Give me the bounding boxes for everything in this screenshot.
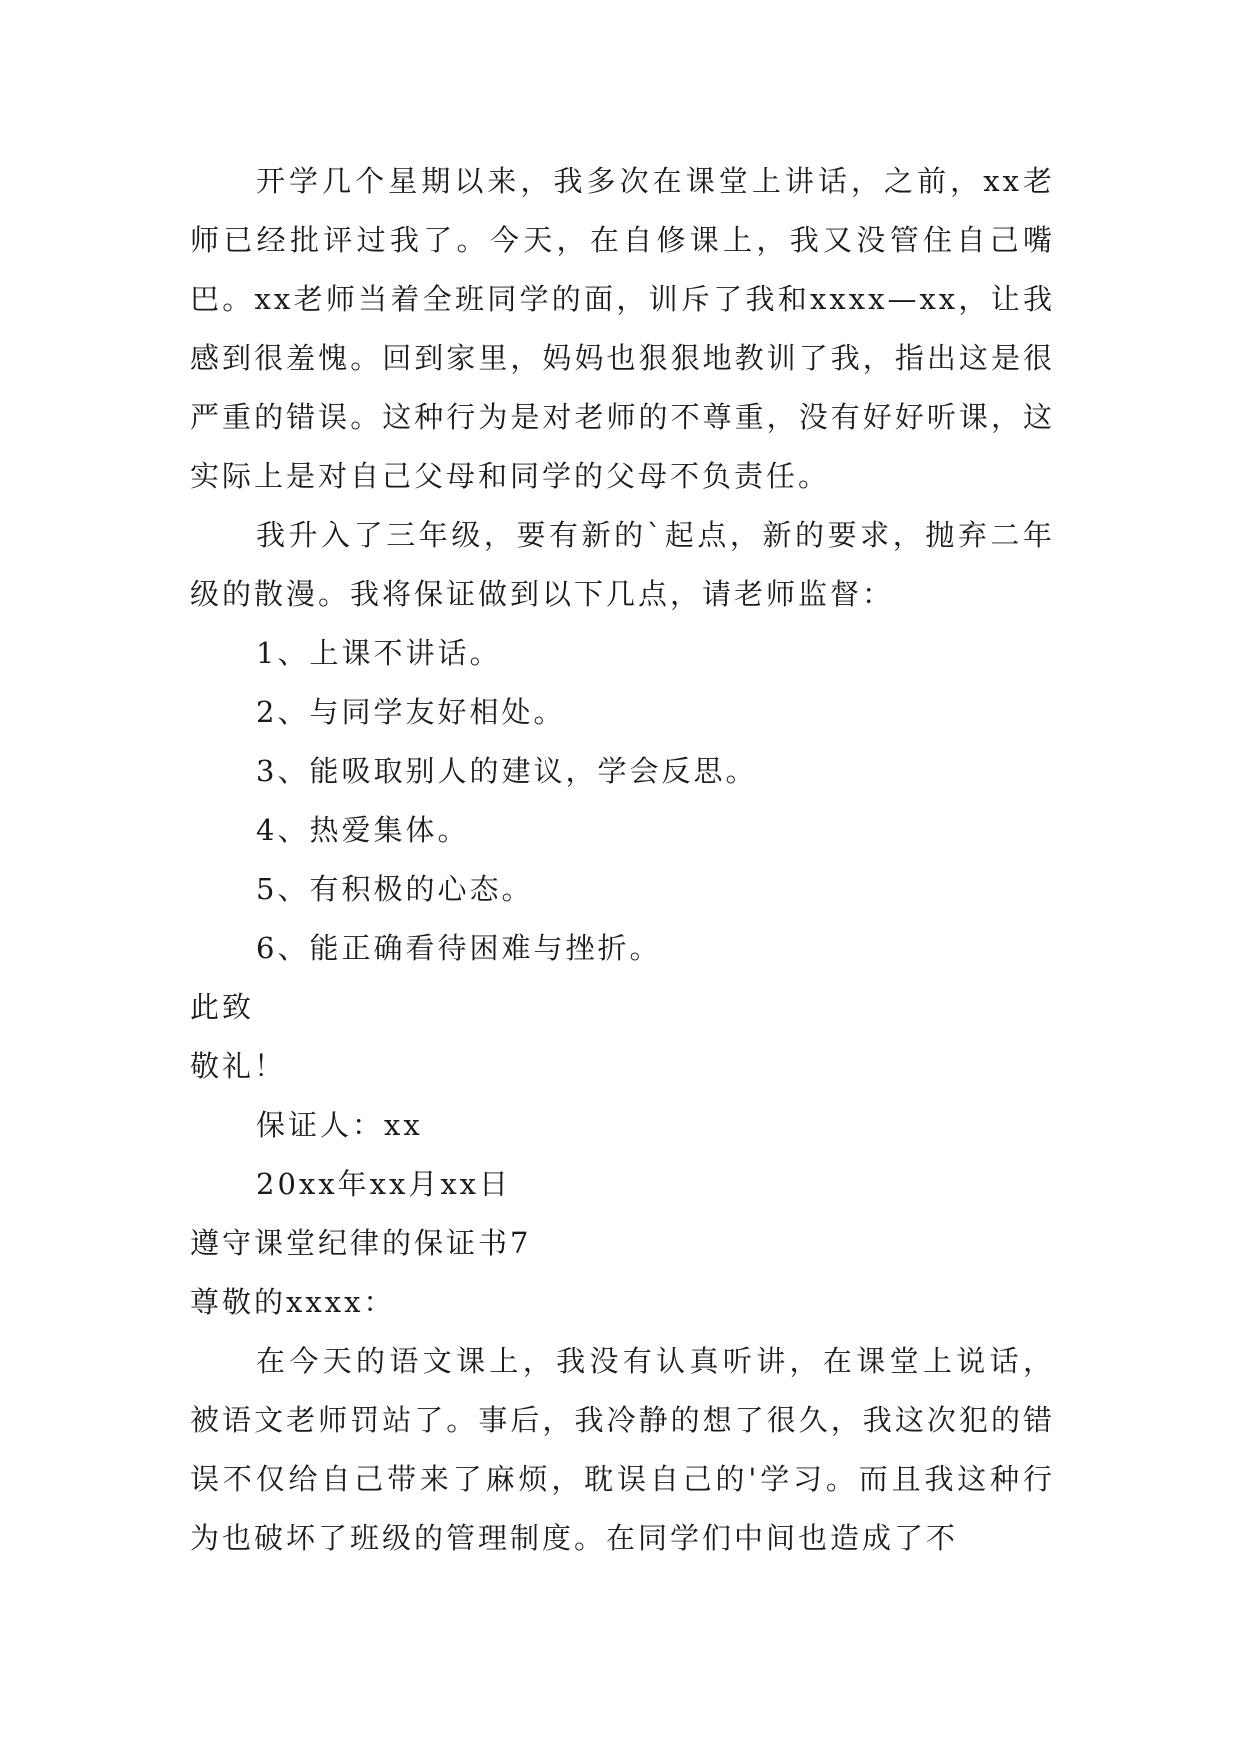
paragraph-1: 开学几个星期以来，我多次在课堂上讲话，之前，xx老师已经批评过我了。今天，在自修课上，我又没管住自己嘴巴。xx老师当着全班同学的面，训斥了我和xxxx—xx，让我感到很羞愧。回到家里，妈妈也狠狠地教训了我，指出这是很严重的错误。这种行为是对老师的不尊重，没有好好听课，这实际上是对自己父母和同学的父母不负责任。	[190, 164, 1055, 493]
list-item-2: 2、与同学友好相处。	[256, 695, 566, 729]
list-item-6: 6、能正确看待困难与挫折。	[256, 931, 662, 965]
list-item-1: 1、上课不讲话。	[256, 636, 502, 670]
list-item-3: 3、能吸取别人的建议，学会反思。	[256, 754, 758, 788]
date-line: 20xx年xx月xx日	[256, 1167, 512, 1201]
salutation: 尊敬的xxxx：	[190, 1285, 396, 1319]
paragraph-2: 我升入了三年级，要有新的`起点，新的要求，抛弃二年级的散漫。我将保证做到以下几点，请老师监督：	[190, 518, 1055, 611]
section-title: 遵守课堂纪律的保证书7	[190, 1226, 532, 1260]
list-item-5: 5、有积极的心态。	[256, 872, 534, 906]
list-item-4: 4、热爱集体。	[256, 813, 470, 847]
paragraph-3: 在今天的语文课上，我没有认真听讲，在课堂上说话，被语文老师罚站了。事后，我冷静的想了很久，我这次犯的错误不仅给自己带来了麻烦，耽误自己的'学习。而且我这种行为也破坏了班级的管理制度。在同学们中间也造成了不	[190, 1344, 1055, 1555]
closing-ci-zhi: 此致	[190, 990, 255, 1024]
guarantor-line: 保证人：xx	[256, 1108, 423, 1142]
closing-jing-li: 敬礼！	[190, 1049, 287, 1083]
